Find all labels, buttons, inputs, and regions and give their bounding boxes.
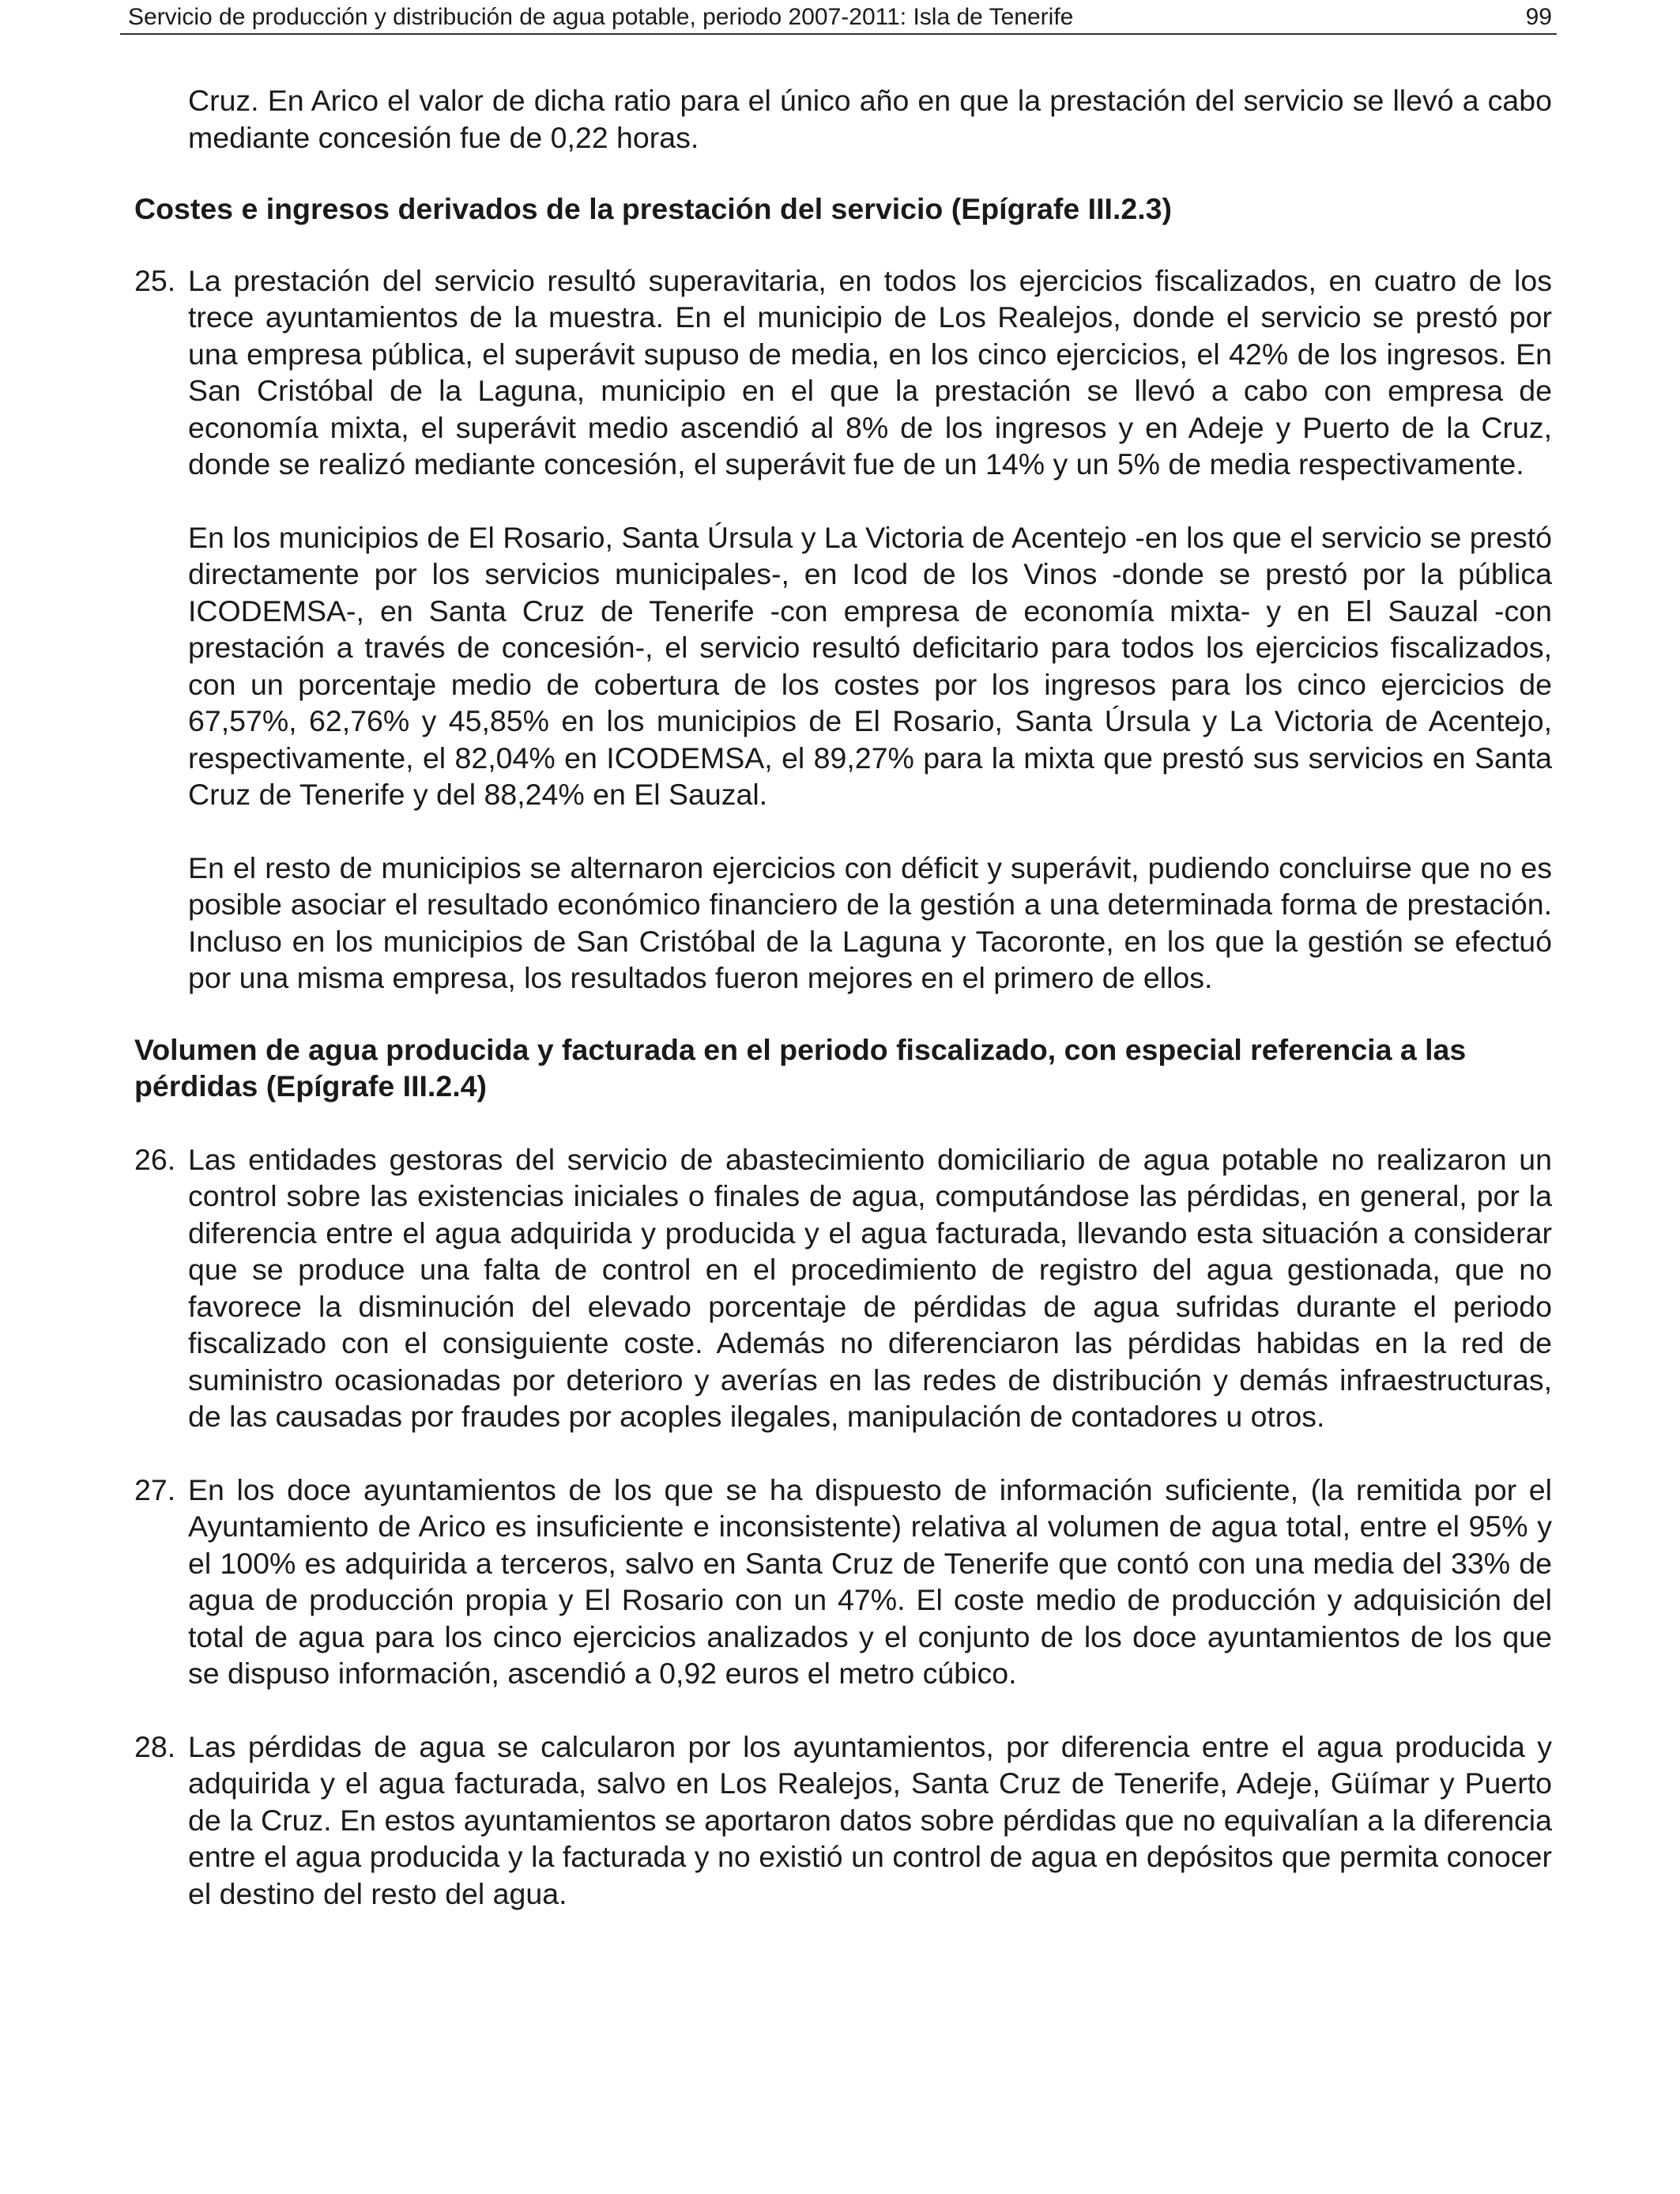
list-item-27 bbox=[134, 1472, 1552, 1692]
item-text: Las pérdidas de agua se calcularon por los ayuntamientos, por diferencia entre el agua producida y adquirida y el agua facturada, salvo en Los Realejos, Santa Cruz de Tenerife, Adeje, Güímar y Puerto de la Cruz. En estos ayuntamientos se aportaron datos sobre pérdidas que no equivalían a la diferencia entre el agua producida y la facturada y no existió un control de agua en depósitos que permita conocer el destino del resto del agua. bbox=[188, 1729, 1552, 1910]
running-header-title: Servicio de producción y distribución de agua potable, periodo 2007-2011: Isla de Tenerife bbox=[128, 4, 1074, 30]
item-text: En los doce ayuntamientos de los que se ha dispuesto de información suficiente, (la remitida por el Ayuntamiento de Arico es insuficiente e inconsistente) relativa al volumen de agua total, entre el 95% y el 100% es adquirida a terceros, salvo en Santa Cruz de Tenerife que contó con una media del 33% de agua de producción propia y El Rosario con un 47%. El coste medio de producción y adquisición del total de agua para los cinco ejercicios analizados y el conjunto de los doce ayuntamientos de los que se dispuso información, ascendió a 0,92 euros el metro cúbico. bbox=[188, 1472, 1552, 1690]
list-item-25 bbox=[134, 262, 1552, 483]
item-number: 26. bbox=[134, 1142, 176, 1176]
list-item-28 bbox=[134, 1728, 1552, 1913]
page-number: 99 bbox=[1525, 4, 1552, 30]
section-heading-volumen: Volumen de agua producida y facturada en el periodo fiscalizado, con especial referencia a las pérdidas (Epígrafe III.2.4) bbox=[134, 1032, 1467, 1103]
item-number: 28. bbox=[134, 1729, 176, 1763]
document-body bbox=[134, 82, 1552, 1912]
item-text: La prestación del servicio resultó superavitaria, en todos los ejercicios fiscalizados, en cuatro de los trece ayuntamientos de la muestra. En el municipio de Los Realejos, donde el servicio se prestó por una empresa pública, el superávit supuso de media, en los cinco ejercicios, el 42% de los ingresos. En San Cristóbal de la Laguna, municipio en el que la prestación se llevó a cabo con empresa de economía mixta, el superávit medio ascendió al 8% de los ingresos y en Adeje y Puerto de la Cruz, donde se realizó mediante concesión, el superávit fue de un 14% y un 5% de media respectivamente. bbox=[188, 263, 1552, 481]
section-heading-costes: Costes e ingresos derivados de la prestación del servicio (Epígrafe III.2.3) bbox=[134, 192, 1172, 225]
page-header bbox=[120, 3, 1557, 35]
item-text: Las entidades gestoras del servicio de abastecimiento domiciliario de agua potable no realizaron un control sobre las existencias iniciales o finales de agua, computándose las pérdidas, en general, por la diferencia entre el agua adquirida y producida y el agua facturada, llevando esta situación a considerar que se produce una falta de control en el procedimiento de registro del agua gestionada, que no favorece la disminución del elevado porcentaje de pérdidas de agua sufridas durante el periodo fiscalizado con el consiguiente coste. Además no diferenciaron las pérdidas habidas en la red de suministro ocasionadas por deterioro y averías en las redes de distribución y demás infraestructuras, de las causadas por fraudes por acoples ilegales, manipulación de contadores u otros. bbox=[188, 1142, 1552, 1433]
paragraph-deficit: En los municipios de El Rosario, Santa Úrsula y La Victoria de Acentejo -en los que el servicio se prestó directamente por los servicios municipales-, en Icod de los Vinos -donde se prestó por la pública ICODEMSA-, en Santa Cruz de Tenerife -con empresa de economía mixta- y en El Sauzal -con prestación a través de concesión-, el servicio resultó deficitario para todos los ejercicios fiscalizados, con un porcentaje medio de cobertura de los costes por los ingresos para los cinco ejercicios de 67,57%, 62,76% y 45,85% en los municipios de El Rosario, Santa Úrsula y La Victoria de Acentejo, respectivamente, el 82,04% en ICODEMSA, el 89,27% para la mixta que prestó sus servicios en Santa Cruz de Tenerife y del 88,24% en El Sauzal. bbox=[188, 520, 1552, 811]
item-number: 27. bbox=[134, 1472, 176, 1506]
paragraph-resto-municipios: En el resto de municipios se alternaron ejercicios con déficit y superávit, pudiendo concluirse que no es posible asociar el resultado económico financiero de la gestión a una determinada forma de prestación. Incluso en los municipios de San Cristóbal de la Laguna y Tacoronte, en los que la gestión se efectuó por una misma empresa, los resultados fueron mejores en el primero de ellos. bbox=[188, 850, 1552, 994]
item-number: 25. bbox=[134, 263, 176, 297]
intro-paragraph: Cruz. En Arico el valor de dicha ratio para el único año en que la prestación del servicio se llevó a cabo mediante concesión fue de 0,22 horas. bbox=[188, 84, 1552, 154]
list-item-26 bbox=[134, 1141, 1552, 1435]
